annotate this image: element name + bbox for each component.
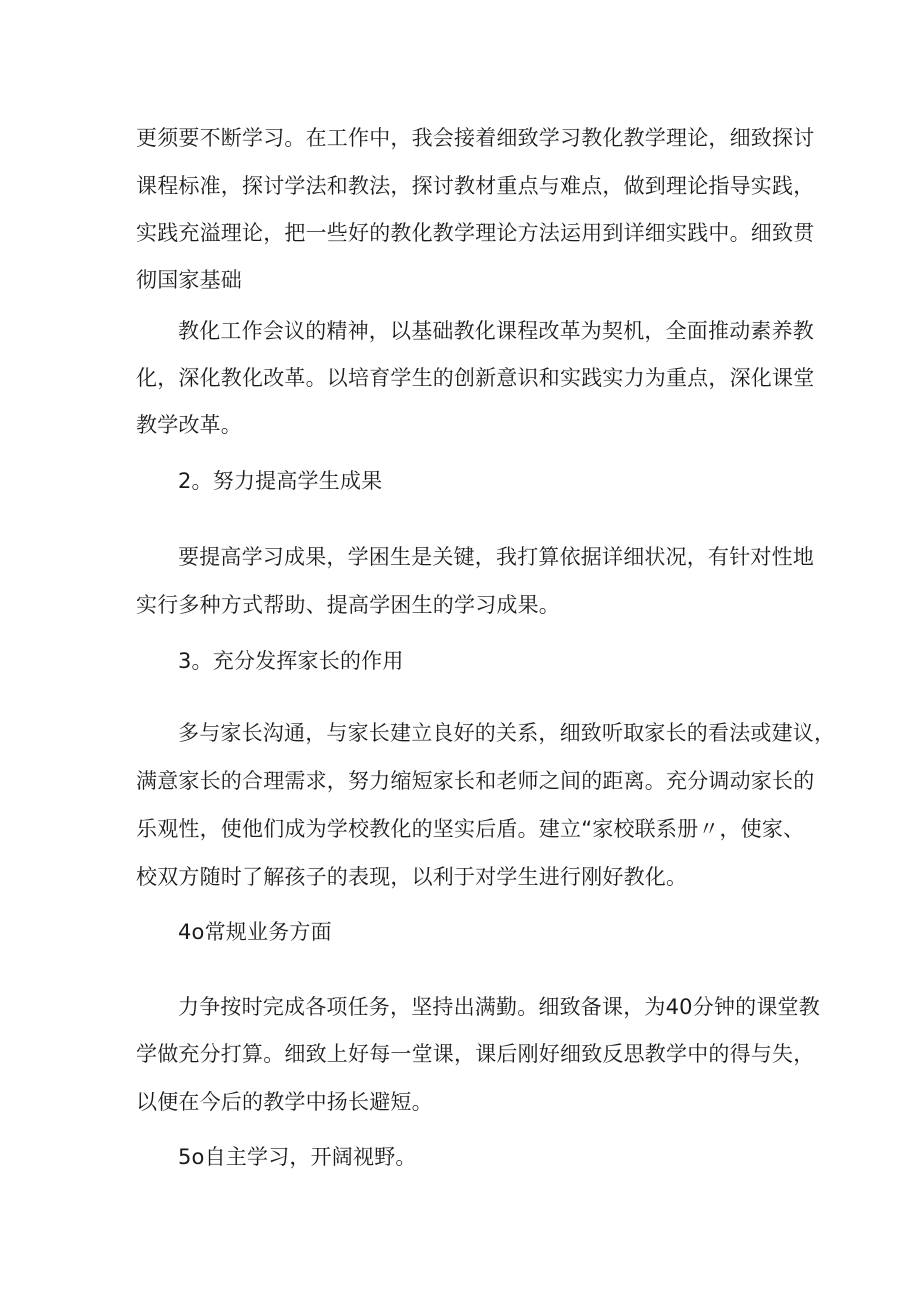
paragraph-line: 学做充分打算。细致上好每一堂课，课后刚好细致反思教学中的得与失， xyxy=(136,1042,815,1066)
paragraph-line: 教学改革。 xyxy=(136,413,242,437)
paragraph-line: 化，深化教化改革。以培育学生的创新意识和实践实力为重点，深化课堂 xyxy=(136,366,815,390)
paragraph-line: 彻国家基础 xyxy=(136,268,242,292)
section-heading: 5o自主学习，开阔视野。 xyxy=(178,1145,417,1169)
paragraph-line: 实行多种方式帮助、提高学困生的学习成果。 xyxy=(136,593,560,617)
section-heading: 4o常规业务方面 xyxy=(178,920,332,944)
paragraph-line: 教化工作会议的精神，以基础教化课程改革为契机，全面推动素养教 xyxy=(178,319,814,343)
section-heading: 3。充分发挥家长的作用 xyxy=(178,649,404,673)
paragraph-line: 要提高学习成果，学困生是关键，我打算依据详细状况，有针对性地 xyxy=(178,545,814,569)
paragraph-line: 满意家长的合理需求，努力缩短家长和老师之间的距离。充分调动家长的 xyxy=(136,769,815,793)
paragraph-line: 更须要不断学习。在工作中，我会接着细致学习教化教学理论，细致探讨 xyxy=(136,126,815,150)
paragraph-line: 以便在今后的教学中扬长避短。 xyxy=(136,1090,433,1114)
paragraph-line: 多与家长沟通，与家长建立良好的关系，细致听取家长的看法或建议， xyxy=(178,721,836,745)
section-heading: 2。努力提高学生成果 xyxy=(178,469,383,493)
paragraph-line: 乐观性，使他们成为学校教化的坚实后盾。建立“家校联系册〃，使家、 xyxy=(136,817,805,841)
paragraph-line: 课程标准，探讨学法和教法，探讨教材重点与难点，做到理论指导实践， xyxy=(136,174,815,198)
paragraph-line: 实践充溢理论，把一些好的教化教学理论方法运用到详细实践中。细致贯 xyxy=(136,221,815,245)
paragraph-line: 校双方随时了解孩子的表现，以利于对学生进行刚好教化。 xyxy=(136,865,688,889)
paragraph-line: 力争按时完成各项任务，坚持出满勤。细致备课，为40分钟的课堂教 xyxy=(178,995,820,1019)
